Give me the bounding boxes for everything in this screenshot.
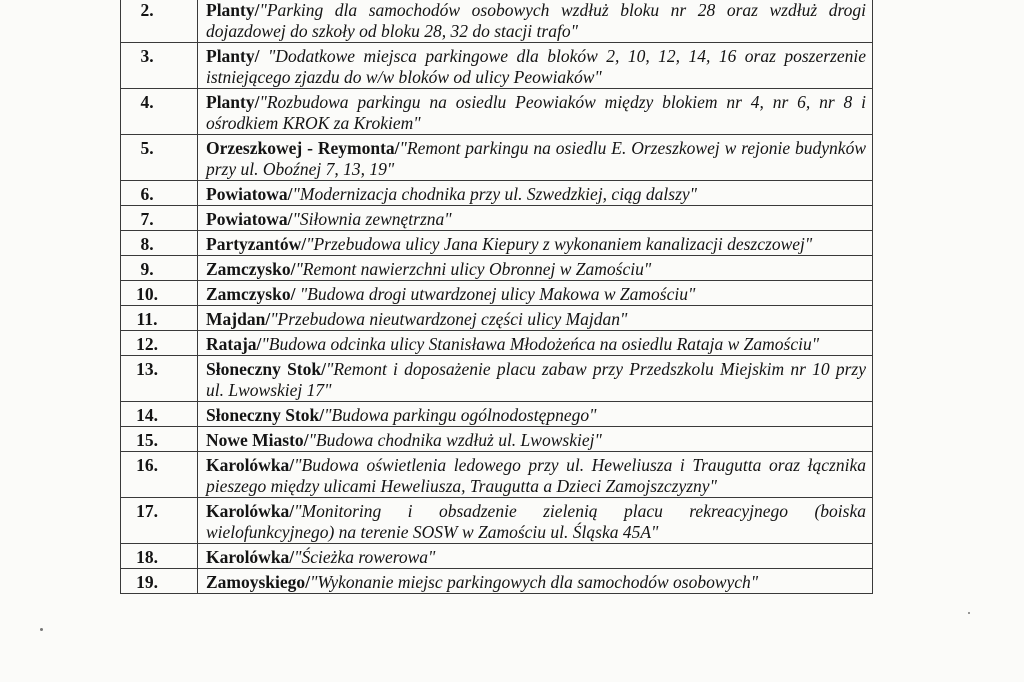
row-description [198, 452, 873, 498]
separator: / [265, 309, 271, 329]
table-row [121, 181, 873, 206]
separator: / [289, 547, 295, 567]
table-row [121, 89, 873, 135]
project-title: "Remont nawierzchni ulicy Obronnej w Zamościu" [295, 259, 652, 279]
row-description [198, 569, 873, 594]
row-description [198, 206, 873, 231]
project-title: "Siłownia zewnętrzna" [292, 209, 452, 229]
table-row [121, 544, 873, 569]
separator: / [290, 284, 300, 304]
project-title: "Remont i doposażenie placu zabaw przy Przedszkolu Miejskim nr 10 przy ul. Lwowskiej 17" [206, 359, 867, 400]
row-number: 9. [121, 256, 198, 281]
table-row [121, 331, 873, 356]
district-name: Rataja [206, 334, 257, 354]
row-number: 13. [121, 356, 198, 402]
table-row [121, 427, 873, 452]
row-description [198, 181, 873, 206]
separator: / [287, 209, 293, 229]
district-name: Słoneczny Stok [206, 359, 322, 379]
project-title: "Budowa oświetlenia ledowego przy ul. Heweliusza i Traugutta oraz łącznika pieszego między ulicami Heweliusza, Traugutta a Dzieci Zamojszczyzny" [206, 455, 866, 496]
separator: / [289, 455, 295, 475]
separator: / [254, 0, 260, 20]
row-number: 12. [121, 331, 198, 356]
row-description [198, 402, 873, 427]
project-title: "Dodatkowe miejsca parkingowe dla bloków 2, 10, 12, 14, 16 oraz poszerzenie istniejącego zjazdu do w/w bloków od ulicy Peowiaków" [206, 46, 866, 87]
district-name: Majdan [206, 309, 266, 329]
row-description [198, 135, 873, 181]
separator: / [305, 572, 311, 592]
row-description [198, 281, 873, 306]
table-row [121, 43, 873, 89]
row-description [198, 0, 873, 43]
district-name: Zamoyskiego [206, 572, 306, 592]
row-number: 6. [121, 181, 198, 206]
district-name: Powiatowa [206, 209, 288, 229]
row-description [198, 356, 873, 402]
row-number: 8. [121, 231, 198, 256]
project-title: "Remont parkingu na osiedlu E. Orzeszkowej w rejonie budynków przy ul. Oboźnej 7, 13, 19" [206, 138, 866, 179]
district-name: Orzeszkowej - Reymonta [206, 138, 395, 158]
row-number: 15. [121, 427, 198, 452]
table-row [121, 306, 873, 331]
project-title: "Modernizacja chodnika przy ul. Szwedzkiej, ciąg dalszy" [292, 184, 698, 204]
project-title: "Budowa odcinka ulicy Stanisława Młodożeńca na osiedlu Rataja w Zamościu" [261, 334, 820, 354]
table-row [121, 498, 873, 544]
district-name: Partyzantów [206, 234, 302, 254]
separator: / [321, 359, 326, 379]
project-title: "Wykonanie miejsc parkingowych dla samochodów osobowych" [310, 572, 759, 592]
project-title: "Przebudowa ulicy Jana Kiepury z wykonaniem kanalizacji deszczowej" [306, 234, 813, 254]
row-description [198, 427, 873, 452]
project-title: "Ścieżka rowerowa" [294, 547, 436, 567]
row-number: 18. [121, 544, 198, 569]
table-row [121, 281, 873, 306]
row-number: 10. [121, 281, 198, 306]
district-name: Karolówka [206, 501, 290, 521]
row-number: 16. [121, 452, 198, 498]
separator: / [394, 138, 400, 158]
scan-speck [40, 628, 43, 631]
table-row [121, 452, 873, 498]
separator: / [290, 259, 296, 279]
row-number: 19. [121, 569, 198, 594]
row-description [198, 331, 873, 356]
project-title: "Rozbudowa parkingu na osiedlu Peowiaków między blokiem nr 4, nr 6, nr 8 i ośrodkiem KROK za Krokiem" [206, 92, 866, 133]
district-name: Zamczysko [206, 284, 291, 304]
separator: / [254, 46, 268, 66]
district-name: Słoneczny Stok [206, 405, 320, 425]
separator: / [254, 92, 260, 112]
table-row [121, 569, 873, 594]
projects-table [120, 0, 873, 594]
table-row [121, 0, 873, 43]
separator: / [319, 405, 325, 425]
row-number: 7. [121, 206, 198, 231]
row-description [198, 89, 873, 135]
row-number: 3. [121, 43, 198, 89]
table-row [121, 402, 873, 427]
row-description [198, 43, 873, 89]
district-name: Planty [206, 0, 255, 20]
separator: / [303, 430, 309, 450]
row-description [198, 256, 873, 281]
table-row [121, 231, 873, 256]
project-title: "Budowa chodnika wzdłuż ul. Lwowskiej" [308, 430, 602, 450]
district-name: Karolówka [206, 547, 290, 567]
project-title: "Parking dla samochodów osobowych wzdłuż bloku nr 28 oraz wzdłuż drogi dojazdowej do szkoły od bloku 28, 32 do stacji trafo" [206, 0, 866, 41]
separator: / [287, 184, 293, 204]
table-row [121, 206, 873, 231]
district-name: Planty [206, 46, 255, 66]
table-row [121, 135, 873, 181]
project-title: "Przebudowa nieutwardzonej części ulicy Majdan" [270, 309, 628, 329]
row-description [198, 544, 873, 569]
district-name: Powiatowa [206, 184, 288, 204]
project-title: "Monitoring i obsadzenie zielenią placu rekreacyjnego (boiska wielofunkcyjnego) na terenie SOSW w Zamościu ul. Śląska 45A" [206, 501, 866, 542]
row-number: 2. [121, 0, 198, 43]
district-name: Planty [206, 92, 255, 112]
separator: / [256, 334, 262, 354]
row-description [198, 231, 873, 256]
separator: / [301, 234, 307, 254]
district-name: Nowe Miasto [206, 430, 304, 450]
table-row [121, 256, 873, 281]
scan-speck [968, 612, 970, 614]
document-page [120, 0, 872, 682]
row-number: 14. [121, 402, 198, 427]
project-title: "Budowa drogi utwardzonej ulicy Makowa w Zamościu" [299, 284, 696, 304]
row-description [198, 498, 873, 544]
district-name: Zamczysko [206, 259, 291, 279]
row-number: 17. [121, 498, 198, 544]
row-description [198, 306, 873, 331]
table-row [121, 356, 873, 402]
district-name: Karolówka [206, 455, 290, 475]
row-number: 11. [121, 306, 198, 331]
separator: / [289, 501, 295, 521]
row-number: 5. [121, 135, 198, 181]
row-number: 4. [121, 89, 198, 135]
project-title: "Budowa parkingu ogólnodostępnego" [324, 405, 597, 425]
